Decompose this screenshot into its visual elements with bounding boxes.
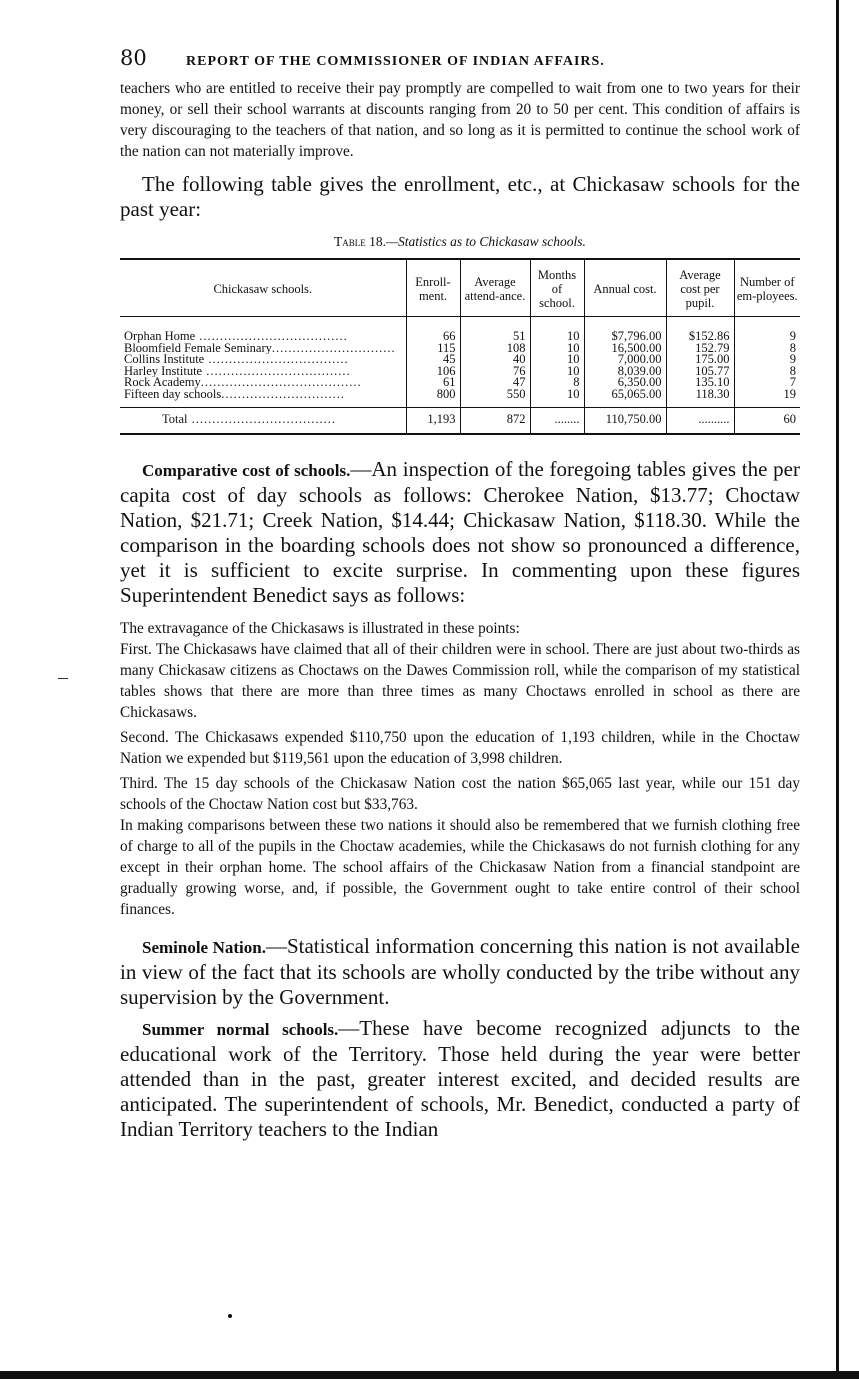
- per-pupil-cell: 152.79: [666, 343, 734, 355]
- annual-cost-cell: $7,796.00: [584, 317, 666, 343]
- enrollment-cell: 61: [406, 377, 460, 389]
- enrollment-cell: 45: [406, 354, 460, 366]
- table-row: [120, 389, 800, 407]
- total-attendance: 872: [460, 407, 530, 434]
- attendance-cell: 47: [460, 377, 530, 389]
- enrollment-cell: 106: [406, 366, 460, 378]
- intro-paragraph: teachers who are entitled to receive their pay promptly are compelled to wait from one to two years for their money, or sell their school warrants at discounts ranging from 20 to 50 per cent. This condition of affairs is very discouraging to the teachers of that nation, and so long as it is permitted to continue the school work of the nation can not materially improve.: [120, 80, 800, 160]
- summer-paragraph: [120, 1016, 800, 1142]
- school-name: Collins Institute ..................................: [124, 354, 349, 366]
- attendance-cell: 76: [460, 366, 530, 378]
- months-cell: 10: [530, 354, 584, 366]
- total-enrollment: 1,193: [406, 407, 460, 434]
- total-per-pupil: ..........: [666, 407, 734, 434]
- quote-paragraph: Second. The Chickasaws expended $110,750 upon the education of 1,193 children, while in the Choctaw Nation we expended but $119,561 upon the education of 3,998 children.: [120, 729, 800, 768]
- summer-heading: Summer normal schools.: [142, 1020, 339, 1040]
- comparative-paragraph: [120, 457, 800, 608]
- attendance-cell: 51: [460, 317, 530, 343]
- attendance-cell: 40: [460, 354, 530, 366]
- attendance-cell: 108: [460, 343, 530, 355]
- annual-cost-cell: 6,350.00: [584, 377, 666, 389]
- table-header-row: [120, 259, 800, 317]
- months-cell: 10: [530, 343, 584, 355]
- employees-cell: 8: [734, 366, 800, 378]
- summer-text: —These have become recognized adjuncts to the educational work of the Territory. Those held during the year were better attended than in the past, greater interest excited, and decided results are anticipated. The superintendent of schools, Mr. Benedict, conducted a party of Indian Territory teachers to the Indian: [120, 1016, 800, 1142]
- employees-cell: 9: [734, 354, 800, 366]
- school-name: Harley Institute ...................................: [124, 365, 351, 378]
- seminole-heading: Seminole Nation.: [142, 938, 266, 958]
- comparative-heading: Comparative cost of schools.: [142, 461, 351, 481]
- seminole-paragraph: [120, 934, 800, 1010]
- employees-cell: 9: [734, 317, 800, 343]
- months-cell: 10: [530, 317, 584, 343]
- school-name: Fifteen day schools..............................: [124, 388, 345, 401]
- table-intro: The following table gives the enrollment, etc., at Chickasaw schools for the past year:: [120, 172, 800, 221]
- running-head: REPORT OF THE COMMISSIONER OF INDIAN AFFAIRS.: [186, 54, 605, 69]
- col-header-enrollment: Enroll-ment.: [406, 259, 460, 317]
- per-pupil-cell: 118.30: [666, 389, 734, 407]
- school-name: Orphan Home ....................................: [124, 329, 348, 343]
- col-header-months: Months of school.: [530, 259, 584, 317]
- total-employees: 60: [734, 407, 800, 434]
- quote-paragraph: In making comparisons between these two nations it should also be remembered that we furnish clothing free of charge to all of the pupils in the Choctaw academies, while the Chickasaws do not furnish clothing for any except in their orphan home. The school affairs of the Chickasaw Nation from a financial standpoint are gradually growing worse, and, if possible, the Government ought to take entire control of their school finances.: [120, 817, 800, 919]
- per-pupil-cell: 135.10: [666, 377, 734, 389]
- annual-cost-cell: 8,039.00: [584, 366, 666, 378]
- table-caption: [120, 234, 800, 250]
- months-cell: 8: [530, 377, 584, 389]
- total-label: Total ...................................: [120, 407, 406, 434]
- annual-cost-cell: 65,065.00: [584, 389, 666, 407]
- margin-mark: [58, 678, 68, 679]
- quote-paragraph: First. The Chickasaws have claimed that all of their children were in school. There are just about two-thirds as many Chickasaw citizens as Choctaws on the Dawes Commission roll, while the comparison of my statistical tables shows that there are more than three times as many Choctaws enrolled in school as there are Chickasaws.: [120, 641, 800, 722]
- enrollment-cell: 115: [406, 343, 460, 355]
- table-row: [120, 317, 800, 343]
- annual-cost-cell: 16,500.00: [584, 343, 666, 355]
- table-caption-title: —Statistics as to Chickasaw schools.: [386, 234, 586, 249]
- benedict-quote: [120, 618, 800, 920]
- enrollment-cell: 800: [406, 389, 460, 407]
- page-border-bottom: [0, 1371, 859, 1379]
- quote-paragraph: The extravagance of the Chickasaws is illustrated in these points:: [120, 620, 520, 638]
- school-name: Bloomfield Female Seminary..............................: [124, 342, 396, 355]
- per-pupil-cell: $152.86: [666, 317, 734, 343]
- document-page: [120, 46, 800, 1142]
- page-border-right: [836, 0, 839, 1379]
- table-caption-label: Table 18.: [334, 234, 387, 249]
- chickasaw-table: [120, 258, 800, 435]
- page-header: [120, 46, 800, 70]
- page-number: 80: [120, 46, 147, 70]
- col-header-employees: Number of em-ployees.: [734, 259, 800, 317]
- attendance-cell: 550: [460, 389, 530, 407]
- enrollment-cell: 66: [406, 317, 460, 343]
- months-cell: 10: [530, 389, 584, 407]
- comparative-text: —An inspection of the foregoing tables gives the per capita cost of day schools as follows: Cherokee Nation, $13.77; Choctaw Nation, $21.71; Creek Nation, $14.44; Chickasaw Nation, $118.30. While the comparison in the boarding schools does not show so pronounced a difference, yet it is sufficient to excite surprise. In commenting upon these figures Superintendent Benedict says as follows:: [120, 457, 800, 608]
- col-header-annual-cost: Annual cost.: [584, 259, 666, 317]
- quote-paragraph: Third. The 15 day schools of the Chickasaw Nation cost the nation $65,065 last year, while our 151 day schools of the Choctaw Nation cost but $33,763.: [120, 775, 800, 814]
- employees-cell: 19: [734, 389, 800, 407]
- per-pupil-cell: 175.00: [666, 354, 734, 366]
- total-months: ........: [530, 407, 584, 434]
- seminole-text: —Statistical information concerning this nation is not available in view of the fact that its schools are wholly conducted by the tribe without any supervision by the Government.: [120, 934, 800, 1010]
- total-annual-cost: 110,750.00: [584, 407, 666, 434]
- school-name: Rock Academy.......................................: [124, 377, 362, 389]
- col-header-school: Chickasaw schools.: [120, 259, 406, 317]
- table-total-row: [120, 407, 800, 434]
- col-header-cost-per-pupil: Average cost per pupil.: [666, 259, 734, 317]
- stray-dot: [228, 1314, 232, 1318]
- col-header-attendance: Average attend-ance.: [460, 259, 530, 317]
- employees-cell: 8: [734, 343, 800, 355]
- months-cell: 10: [530, 366, 584, 378]
- employees-cell: 7: [734, 377, 800, 389]
- annual-cost-cell: 7,000.00: [584, 354, 666, 366]
- per-pupil-cell: 105.77: [666, 366, 734, 378]
